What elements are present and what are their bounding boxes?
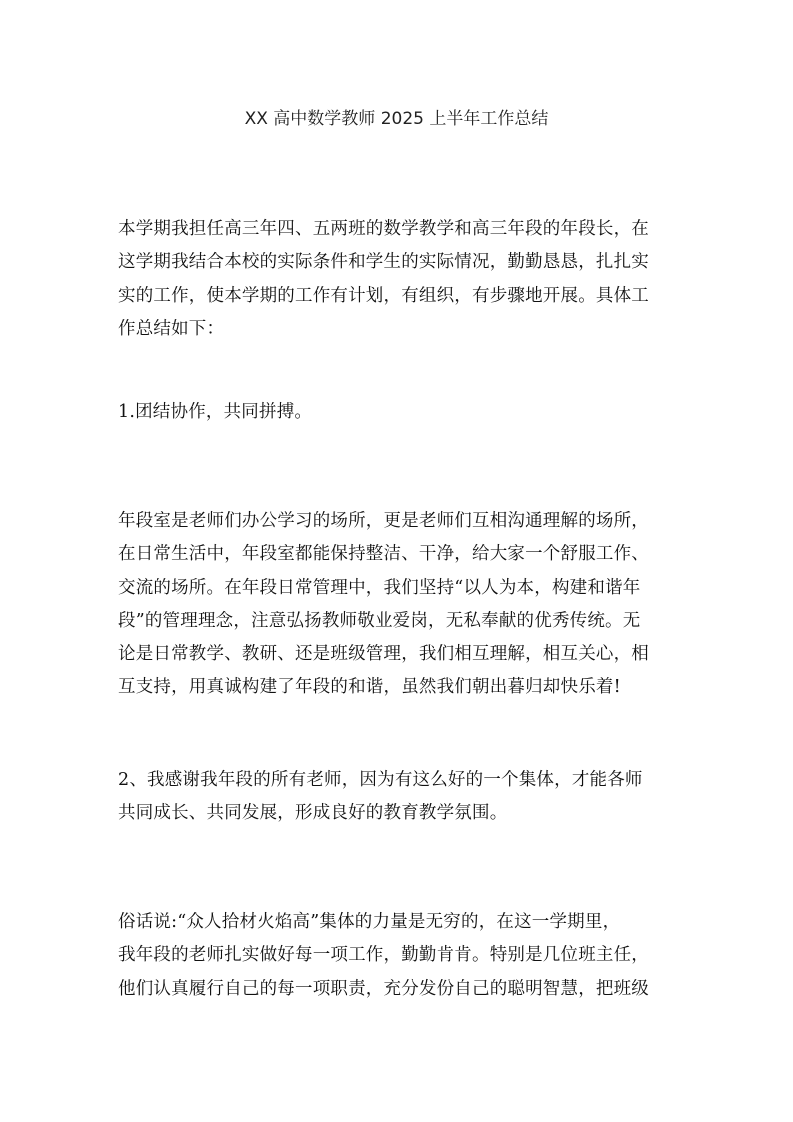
text-line: 作总结如下： <box>118 318 225 339</box>
text-line: 这学期我结合本校的实际条件和学生的实际情况，勤勤恳恳，扎扎实 <box>118 252 649 273</box>
text-line: 共同成长、共同发展，形成良好的教育教学氛围。 <box>118 803 508 824</box>
section-heading-2 <box>118 764 678 831</box>
text-line: 他们认真履行自己的每一项职责，充分发份自己的聪明智慧，把班级 <box>118 978 649 999</box>
text-line: 实的工作，使本学期的工作有计划，有组织，有步骤地开展。具体工 <box>118 285 649 306</box>
section-heading-1 <box>118 396 678 429</box>
paragraph-intro <box>118 213 678 346</box>
paragraph-collective <box>118 906 678 1006</box>
text-line: 交流的场所。在年段日常管理中，我们坚持“以人为本，构建和谐年 <box>118 577 641 598</box>
text-line: 年段室是老师们办公学习的场所，更是老师们互相沟通理解的场所， <box>118 511 649 531</box>
text-line: 俗话说:“众人拾材火焰高”集体的力量是无穷的，在这一学期里， <box>118 912 621 932</box>
text-line: 1.团结协作，共同拼搏。 <box>118 402 313 422</box>
text-line: 论是日常教学、教研、还是班级管理，我们相互理解，相互关心，相 <box>118 644 649 665</box>
text-line: 本学期我担任高三年四、五两班的数学教学和高三年段的年段长，在 <box>118 219 649 239</box>
text-line: 在日常生活中，年段室都能保持整洁、干净，给大家一个舒服工作、 <box>118 544 649 565</box>
document-title: XX 高中数学教师 2025 上半年工作总结 <box>244 109 549 129</box>
text-line: 2、我感谢我年段的所有老师，因为有这么好的一个集体，才能各师 <box>118 770 643 790</box>
text-line: 我年段的老师扎实做好每一项工作，勤勤肯肯。特别是几位班主任， <box>118 945 649 966</box>
paragraph-office <box>118 505 678 705</box>
text-line: 互支持，用真诚构建了年段的和谐，虽然我们朝出暮归却快乐着! <box>118 677 621 698</box>
text-line: 段”的管理理念，注意弘扬教师敬业爱岗，无私奉献的优秀传统。无 <box>118 610 641 631</box>
